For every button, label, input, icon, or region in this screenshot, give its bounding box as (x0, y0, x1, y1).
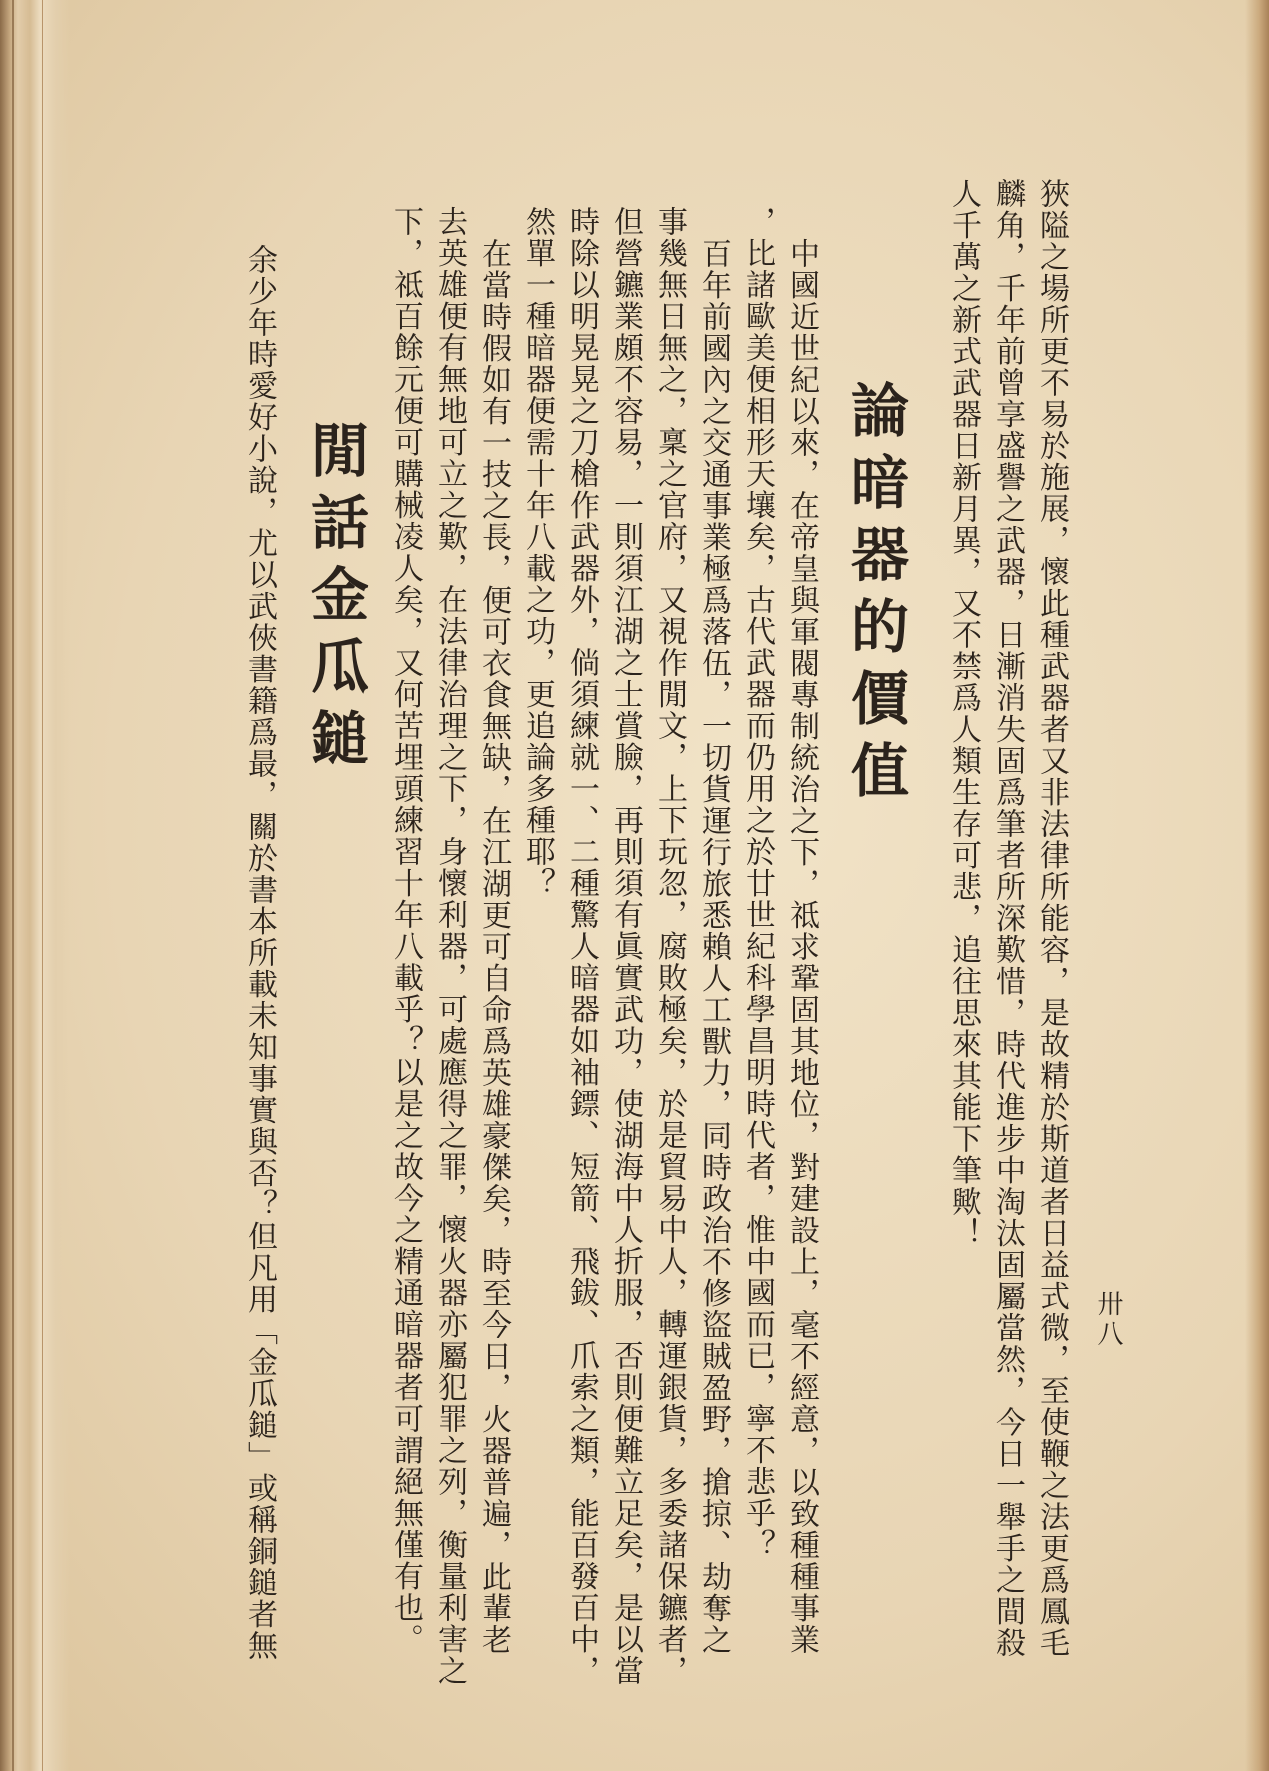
article-column-2: ，比諸歐美便相形天壤矣，古代武器而仍用之於廿世紀科學昌明時代者，惟中國而已，寧不悲乎？ (740, 206, 775, 1561)
article-column-10: 下，祗百餘元便可購械凌人矣，又何苦埋頭練習十年八載乎？以是之故今之精通暗器者可謂絕無僅有也。 (388, 206, 423, 1655)
article-column-9: 去英雄便有無地可立之歎，在法律治理之下，身懷利器，可處應得之罪，懷火器亦屬犯罪之列，衡量利害之 (432, 206, 467, 1687)
page-right-edge (1245, 0, 1269, 1771)
intro-column-2: 麟角，千年前曾享盛譽之武器，日漸消失固爲筆者所深歎惜，時代進步中淘汰固屬當然，今日一舉手之間殺 (990, 178, 1025, 1659)
article-column-3: 百年前國內之交通事業極爲落伍，一切貨運行旅悉賴人工獸力，同時政治不修盜賊盈野，搶掠、劫奪之 (696, 238, 731, 1656)
binding-shadow (0, 0, 70, 1771)
intro-column-1: 狹隘之場所更不易於施展，懷此種武器者又非法律所能容，是故精於斯道者日益式微，至使鞭之法更爲鳳毛 (1034, 178, 1069, 1659)
article-column-5: 但營鑣業頗不容易，一則須江湖之士賞臉，再則須有眞實武功，使湖海中人折服，否則便難立足矣，是以當 (608, 206, 643, 1687)
article-column-1: 中國近世紀以來，在帝皇與軍閥專制統治之下，祗求鞏固其地位，對建設上，毫不經意，以致種種事業 (784, 238, 819, 1656)
binding-edge-line (12, 0, 14, 1771)
article-column-4: 事幾無日無之，稟之官府，又視作閒文，上下玩忽，腐敗極矣，於是貿易中人，轉運銀貨，多委諸保鑣者， (652, 206, 687, 1687)
binding-edge-line (42, 0, 43, 1771)
article-column-6: 時除以明晃晃之刀槍作武器外，倘須練就一、二種驚人暗器如袖鏢、短箭、飛鈸、爪索之類，能百發百中， (564, 206, 599, 1687)
page-number: 卅八 (1093, 1290, 1123, 1350)
intro-column-3: 人千萬之新式武器日新月異，又不禁爲人類生存可悲，追往思來其能下筆歟！ (946, 178, 981, 1249)
article-title: 論暗器的價值 (841, 380, 909, 812)
article-column-8: 在當時假如有一技之長，便可衣食無缺，在江湖更可自命爲英雄豪傑矣，時至今日，火器普遍，此輩老 (476, 238, 511, 1656)
article-column-1: 余少年時愛好小說，尤以武俠書籍爲最，關於書本所載未知事實與否？但凡用「金瓜鎚」或稱銅鎚者無 (242, 244, 277, 1662)
article-title: 閒話金瓜鎚 (301, 420, 369, 780)
article-column-7: 然單一種暗器便需十年八載之功，更追論多種耶？ (520, 206, 555, 899)
